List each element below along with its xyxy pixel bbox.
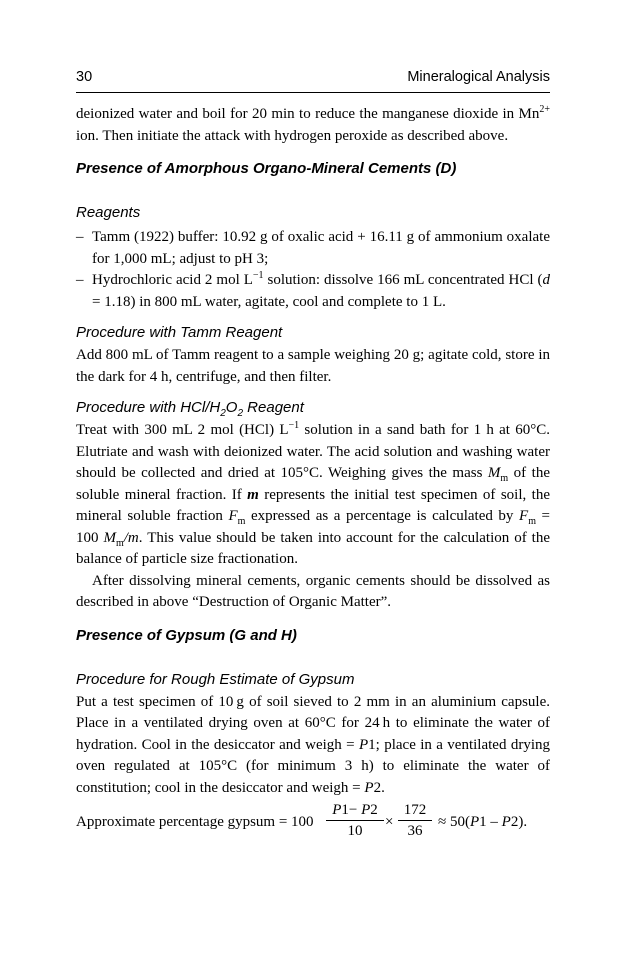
reagent-list [76, 227, 550, 313]
running-title: Mineralogical Analysis [407, 69, 550, 85]
section-heading-gypsum: Presence of Gypsum (G and H) [76, 626, 297, 644]
list-item: – Hydrochloric acid 2 mol $L^{-1}$ solution: dissolve 166 mL concentrated HCl (d = 1.18) in 800 mL water, agitate, cool and complete to 1 L. [76, 270, 550, 313]
page-body [76, 104, 550, 845]
gypsum-formula [76, 801, 550, 845]
rough-paragraph: Put a test specimen of 10 g of soil sieved to 2 mm in an aluminium capsule. Place in a ventilated drying oven at 60°C for 24 h to eliminate the water of hydration. Cool in the desiccator and weigh = P1; place in a ventilated drying oven regulated at 105°C (for minimum 3 h) to eliminate the water of constitution; cool in the desiccator and weigh = P2. [76, 693, 550, 796]
hcl-paragraph: Treat with 300 mL 2 mol (HCl) $L^{-1}$ solution in a sand bath for 1 h at 60°C. Elutriate and wash with deionized water. The acid solution and washing water should be collected and dried at 105°C. Weighing gives the mass $M_m$ of the soluble mineral fraction. If m represents the initial test specimen of soil, the mineral soluble fraction $F_m$ expressed as a percentage is calculated by $F_m = 100$ $M_m/m$. This value should be taken into account for the calculation of the balance of particle size fractionation. [76, 420, 551, 567]
fraction-p1-p2: $\frac{P1- P2}{10}$ [326, 801, 384, 842]
page-header [76, 68, 550, 93]
tamm-paragraph: Add 800 mL of Tamm reagent to a sample weighing 20 g; agitate cold, store in the dark for 4 h, centrifuge, and then filter. [76, 347, 550, 385]
list-item: – Tamm (1922) buffer: 10.92 g of oxalic acid + 16.11 g of ammonium oxalate for 1,000 mL; adjust to pH 3; [76, 227, 550, 270]
subheading-reagents: Reagents [76, 204, 141, 221]
formula-result: ≈ 50(P1 – P2). [438, 814, 528, 830]
subheading-hcl: Procedure with HCl/$H_2O_2$ Reagent [76, 399, 304, 419]
section-heading-amorphous: Presence of Amorphous Organo-Mineral Cements (D) [76, 160, 457, 177]
fraction-172-36: $\frac{172}{36}$ [398, 801, 432, 842]
intro-paragraph: deionized water and boil for 20 min to reduce the manganese dioxide in $Mn^{2+}$ ion. Then initiate the attack with hydrogen peroxide as described above. [76, 104, 550, 144]
page-number: 30 [76, 69, 93, 85]
after-paragraph: After dissolving mineral cements, organic cements should be dissolved as described in above “Destruction of Organic Matter”. [76, 572, 550, 610]
subheading-tamm: Procedure with Tamm Reagent [76, 324, 283, 341]
formula-lead: Approximate percentage gypsum = 100 [76, 814, 314, 830]
times-sign: × [385, 814, 394, 830]
subheading-rough-estimate: Procedure for Rough Estimate of Gypsum [76, 670, 355, 688]
